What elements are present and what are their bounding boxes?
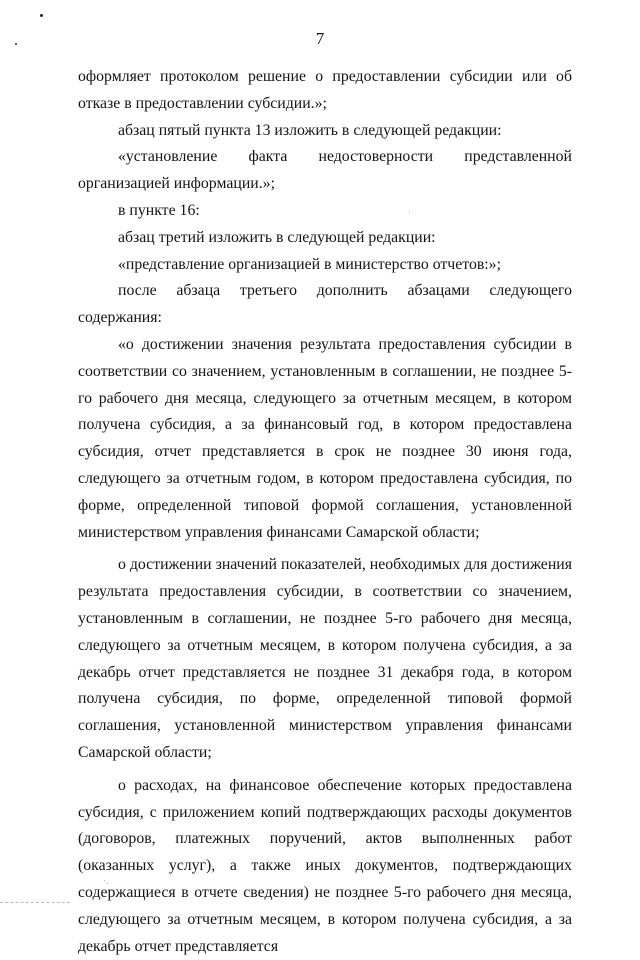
paragraph: «представление организацией в министерство отчетов:»; bbox=[118, 255, 501, 273]
paragraph: «установление факта недостоверности представленной организацией информации.»; bbox=[78, 148, 572, 193]
scan-artifact: ·. bbox=[103, 876, 109, 886]
paragraph: о достижении значений показателей, необходимых для достижения результата предоставления субсидии, в соответствии со значением, установленным в соглашении, не позднее 5-го рабочего дня месяца, следующего за отчетным месяцем, в котором получена субсидия, а за декабрь отчет представляется не позднее 31 декабря года, в котором получена субсидия, по форме, определенной типовой формой соглашения, установленной министерством управления финансами Самарской области; bbox=[78, 556, 572, 761]
paragraph: о расходах, на финансовое обеспечение которых предоставлена субсидия, с приложением копий подтверждающих расходы документов (договоров, платежных поручений, актов выполненных работ (оказанных услуг), а также иных документов, подтверждающих содержащиеся в отчете сведения) не позднее 5-го рабочего дня месяца, следующего за отчетным месяцем, в котором получена субсидия, а за декабрь отчет представляется bbox=[78, 776, 572, 955]
scan-edge-artifact bbox=[0, 900, 70, 903]
page-number: 7 bbox=[315, 29, 325, 48]
paragraph: оформляет протоколом решение о предоставлении субсидии или об отказе в предоставлении субсидии.»; bbox=[78, 68, 572, 112]
paragraph: «о достижении значения результата предоставления субсидии в соответствии со значением, установленным в соглашении, не позднее 5-го рабочего дня месяца, следующего за отчетным месяцем, в котором получена субсидия, а за финансовый год, в котором предоставлена субсидия, отчет представляется в срок не позднее 30 июня года, следующего за отчетным годом, в котором предоставлена субсидия, по форме, определенной типовой формой соглашения, установленной министерством управления финансами Самарской области; bbox=[78, 335, 572, 541]
paragraph: в пункте 16: bbox=[118, 201, 200, 219]
paragraph: абзац пятый пункта 13 изложить в следующей редакции: bbox=[118, 121, 502, 139]
paragraph: после абзаца третьего дополнить абзацами следующего содержания: bbox=[78, 282, 572, 327]
scan-speck bbox=[40, 14, 43, 17]
document-body bbox=[78, 64, 572, 960]
paragraph: абзац третий изложить в следующей редакции: bbox=[118, 228, 436, 246]
